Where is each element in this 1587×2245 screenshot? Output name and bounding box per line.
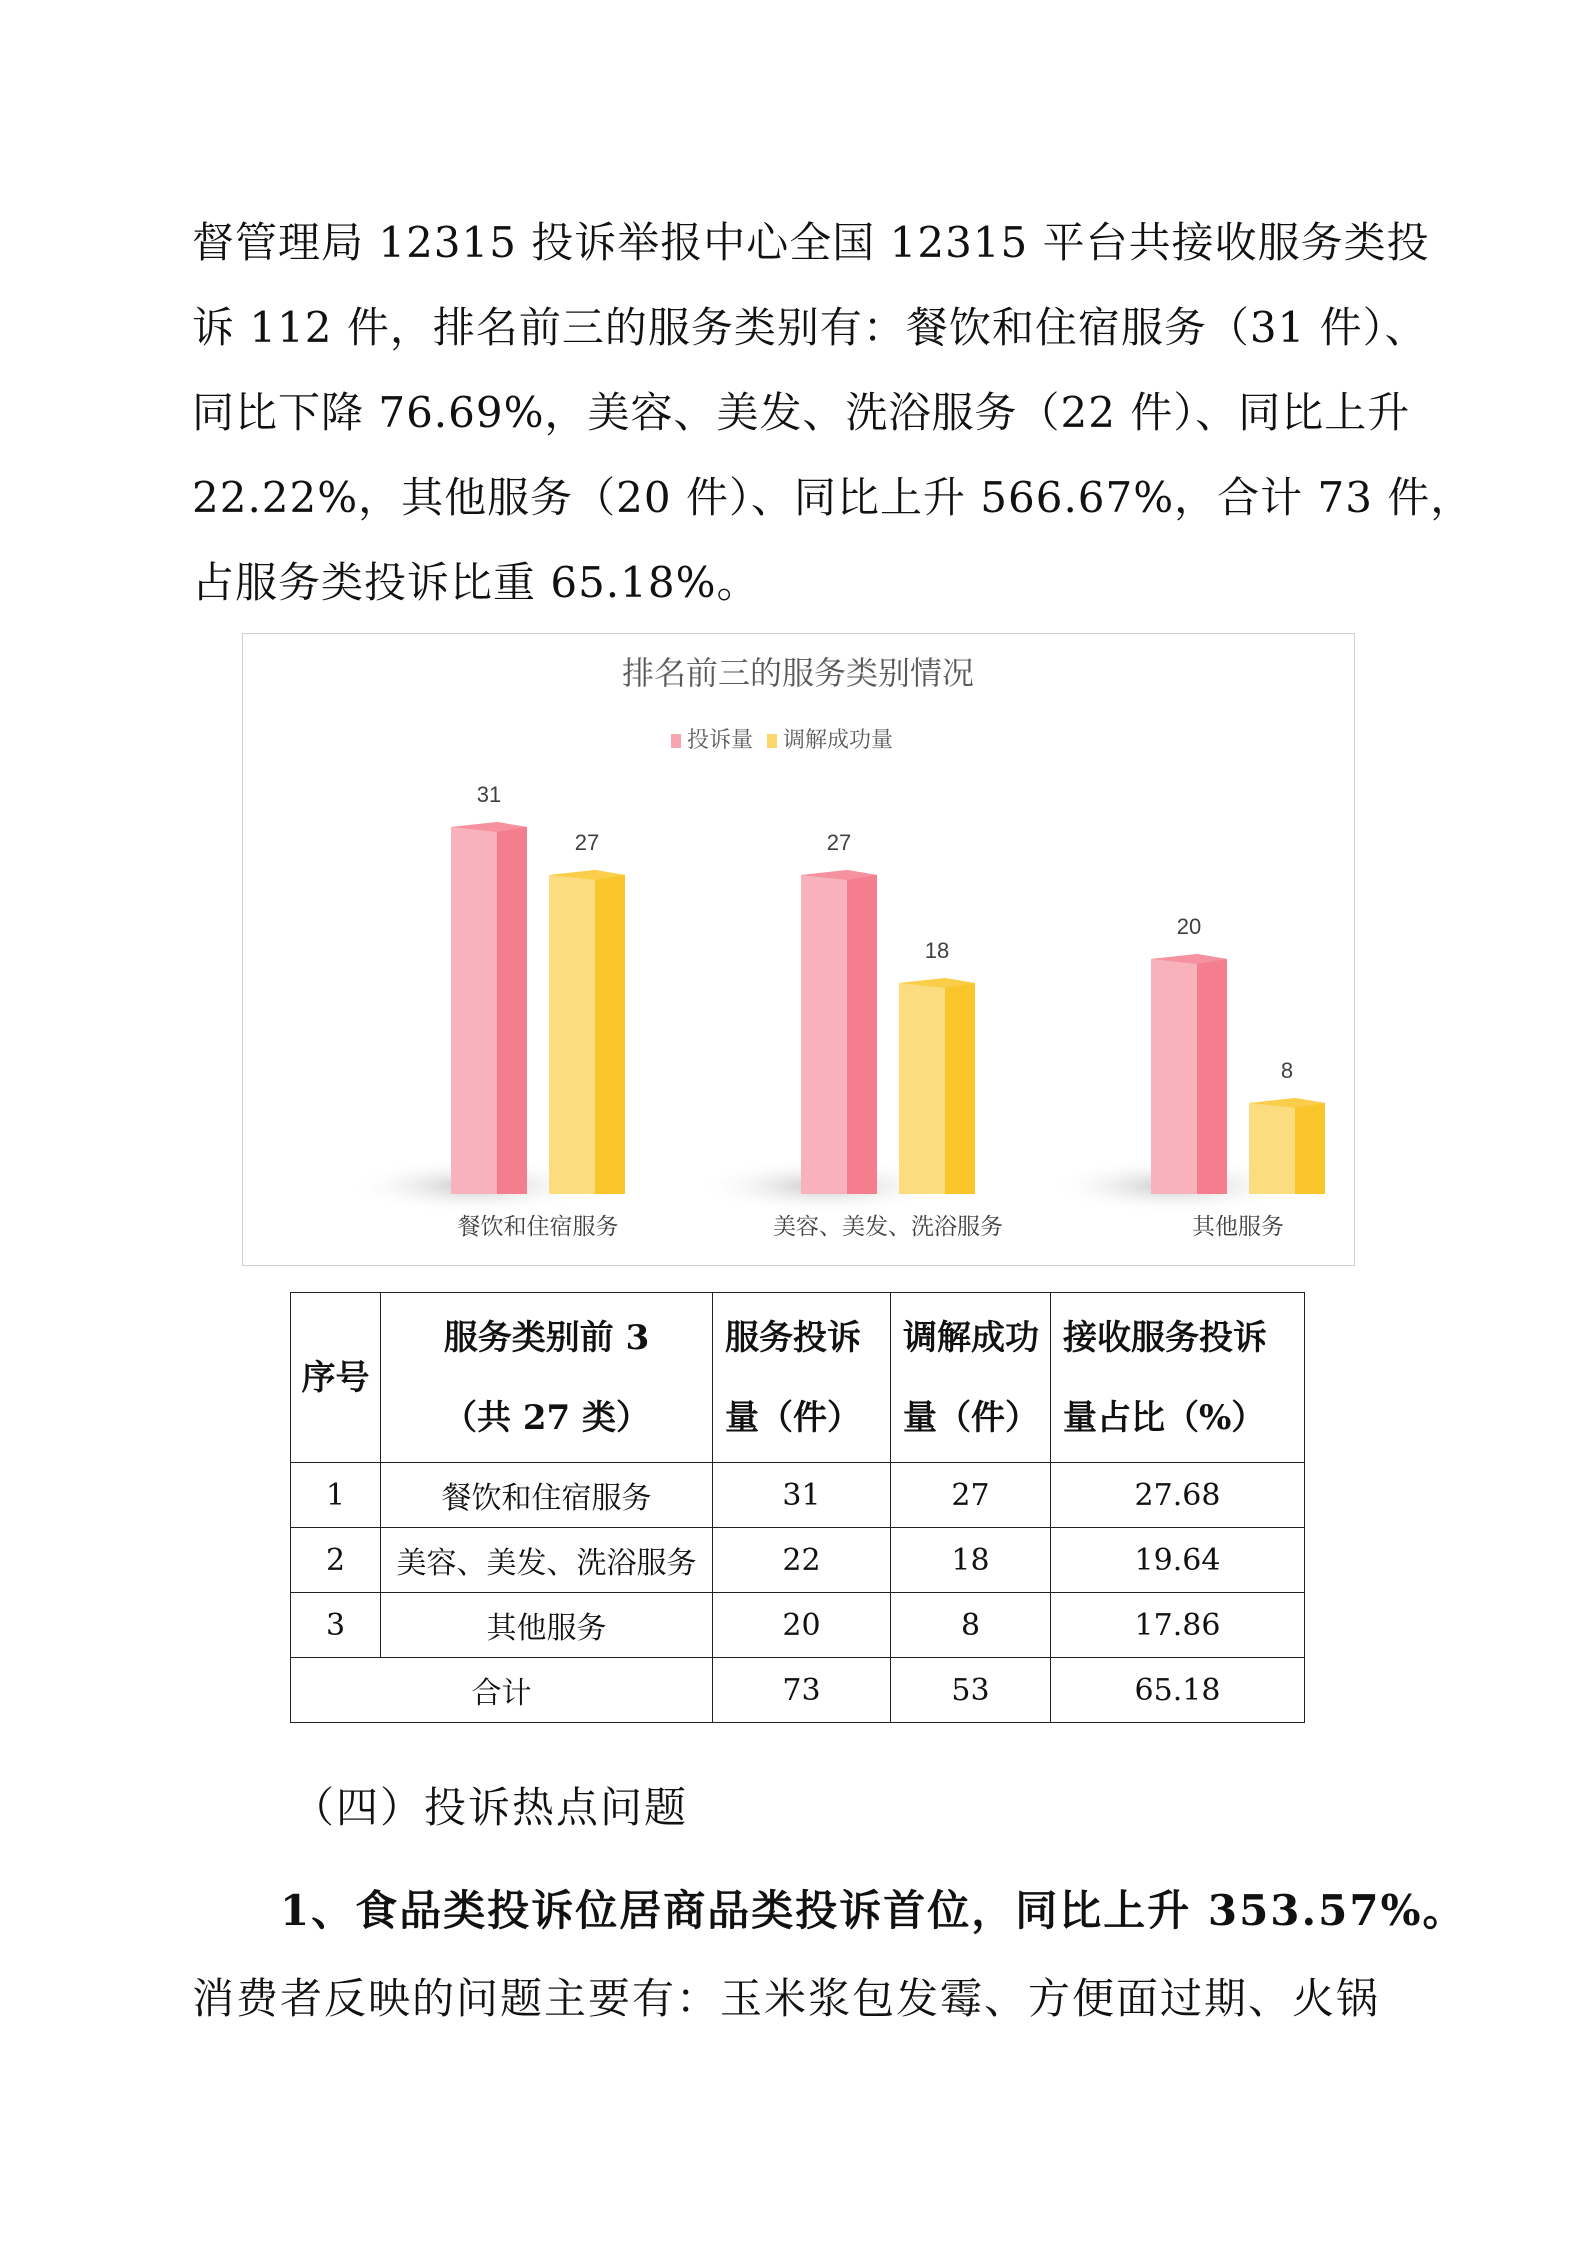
- table-total-row: [291, 1658, 1305, 1723]
- legend-item: [767, 727, 893, 752]
- cell-total-share: 65.18: [1051, 1658, 1305, 1723]
- cell-share: 27.68: [1051, 1463, 1305, 1528]
- chart-svg: [243, 634, 1354, 1265]
- intro-line-3: 同比下降 76.69%，美容、美发、洗浴服务（22 件）、同比上升: [192, 388, 1411, 437]
- legend-label: 投诉量: [687, 727, 754, 752]
- bar-group: [348, 782, 625, 1239]
- bar-front: [1249, 1098, 1295, 1194]
- bar-front: [1151, 954, 1197, 1194]
- summary-table: [290, 1292, 1305, 1723]
- data-label: 20: [1176, 914, 1202, 939]
- bar-front: [451, 822, 497, 1194]
- section-heading: （四）投诉热点问题: [292, 1783, 689, 1832]
- table-row: [291, 1463, 1305, 1528]
- legend-item: [671, 727, 753, 752]
- legend-swatch: [767, 734, 777, 748]
- category-label: 其他服务: [1192, 1213, 1284, 1239]
- cell-complaints: 22: [713, 1528, 891, 1593]
- intro-line-5: 占服务类投诉比重 65.18%。: [192, 558, 760, 607]
- cell-total-label: 合计: [291, 1658, 713, 1723]
- bar-side: [595, 870, 625, 1194]
- lead-bold-line: 1、食品类投诉位居商品类投诉首位，同比上升 353.57%。: [280, 1886, 1467, 1935]
- bar-side: [847, 870, 877, 1194]
- cell-mediated: 18: [891, 1528, 1051, 1593]
- bar-side: [945, 978, 975, 1194]
- cell-category: 餐饮和住宿服务: [381, 1463, 713, 1528]
- lead-line-2: 消费者反映的问题主要有：玉米浆包发霉、方便面过期、火锅: [192, 1974, 1381, 2023]
- legend-label: 调解成功量: [783, 727, 894, 752]
- header-mediated: 调解成功 量（件）: [891, 1293, 1051, 1463]
- bar-group: [698, 830, 1003, 1239]
- table-row: [291, 1593, 1305, 1658]
- cell-complaints: 20: [713, 1593, 891, 1658]
- header-complaints: 服务投诉 量（件）: [713, 1293, 891, 1463]
- category-label: 餐饮和住宿服务: [457, 1213, 619, 1239]
- cell-seq: 1: [291, 1463, 381, 1528]
- bar-side: [1295, 1098, 1325, 1194]
- cell-category: 其他服务: [381, 1593, 713, 1658]
- cell-total-mediated: 53: [891, 1658, 1051, 1723]
- table-row: [291, 1528, 1305, 1593]
- data-label: 27: [826, 830, 852, 855]
- bar-group: [1048, 914, 1325, 1239]
- header-category: 服务类别前 3 （共 27 类）: [381, 1293, 713, 1463]
- intro-line-2: 诉 112 件，排名前三的服务类别有：餐饮和住宿服务（31 件）、: [192, 303, 1428, 352]
- lead-paragraph: [192, 1867, 1467, 2043]
- intro-line-1: 督管理局 12315 投诉举报中心全国 12315 平台共接收服务类投: [192, 218, 1430, 267]
- chart-legend: [671, 727, 893, 752]
- data-label: 31: [476, 782, 502, 807]
- cell-mediated: 8: [891, 1593, 1051, 1658]
- data-label: 27: [574, 830, 600, 855]
- cell-seq: 2: [291, 1528, 381, 1593]
- bar-side: [1197, 954, 1227, 1194]
- legend-swatch: [671, 734, 681, 748]
- chart-title: 排名前三的服务类别情况: [621, 655, 975, 691]
- cell-share: 17.86: [1051, 1593, 1305, 1658]
- cell-total-complaints: 73: [713, 1658, 891, 1723]
- header-share: 接收服务投诉 量占比（%）: [1051, 1293, 1305, 1463]
- cell-category: 美容、美发、洗浴服务: [381, 1528, 713, 1593]
- bar-front: [549, 870, 595, 1194]
- bar-front: [899, 978, 945, 1194]
- header-seq: 序号: [291, 1293, 381, 1463]
- data-label: 18: [924, 938, 950, 963]
- intro-line-4: 22.22%，其他服务（20 件）、同比上升 566.67%，合计 73 件，: [192, 473, 1474, 522]
- bar-chart: [242, 633, 1355, 1266]
- cell-complaints: 31: [713, 1463, 891, 1528]
- bar-side: [497, 822, 527, 1194]
- cell-seq: 3: [291, 1593, 381, 1658]
- table-header-row: [291, 1293, 1305, 1463]
- bar-front: [801, 870, 847, 1194]
- data-label: 8: [1280, 1058, 1294, 1083]
- chart-bars: [348, 782, 1325, 1239]
- category-label: 美容、美发、洗浴服务: [773, 1213, 1003, 1239]
- cell-share: 19.64: [1051, 1528, 1305, 1593]
- intro-paragraph: [192, 200, 1474, 625]
- cell-mediated: 27: [891, 1463, 1051, 1528]
